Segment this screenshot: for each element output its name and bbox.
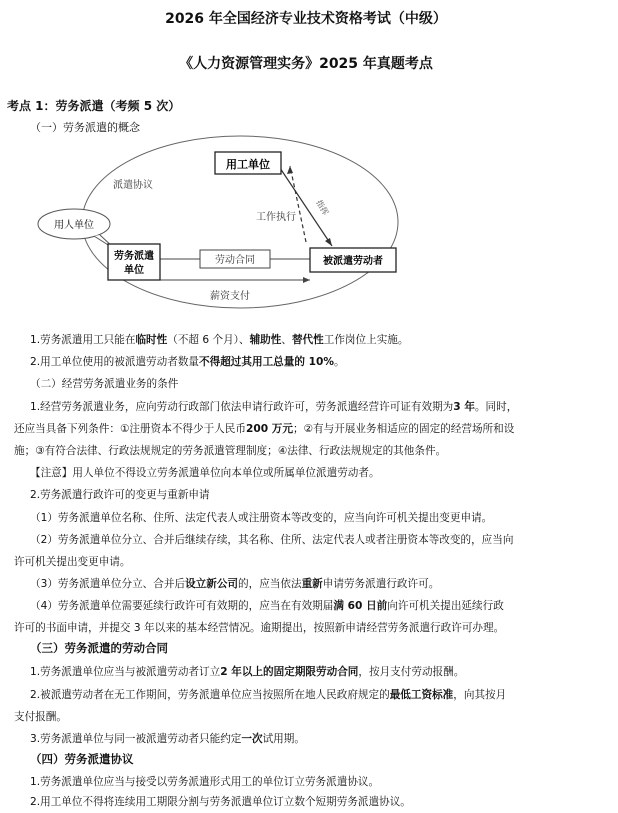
point-4-2-line1: （2）劳务派遣单位分立、合并后继续存续，其名称、住所、法定代表人或者注册资本等改变的，应当向 [30,534,514,546]
section-heading: 考点 1：劳务派遣（考频 5 次） [7,99,181,113]
point-4-3: （3）劳务派遣单位分立、合并后设立新公司的，应当依法重新申请劳务派遣行政许可。 [30,578,440,590]
point-6-line1: 2.被派遣劳动者在无工作期间，劳务派遣单位应当按照所在地人民政府规定的最低工资标准，向其按月 [30,689,507,701]
point-1: 1.劳务派遣用工只能在临时性（不超 6 个月）、辅助性、替代性工作岗位上实施。 [30,334,409,346]
contract-label: 劳动合同 [215,255,255,266]
point-8: 1.劳务派遣单位应当与接受以劳务派遣形式用工的单位订立劳务派遣协议。 [30,776,380,788]
point-6-line2: 支付报酬。 [14,711,67,723]
subsection-2: （二）经营劳务派遣业务的条件 [30,378,179,390]
doc-title: 2026 年全国经济专业技术资格考试（中级） [165,11,447,27]
command-label: 指挥 [314,198,331,217]
point-4-2-line2: 许可机关提出变更申请。 [14,556,131,568]
subsection-heading: （一）劳务派遣的概念 [30,121,140,134]
point-7: 3.劳务派遣单位与同一被派遣劳动者只能约定一次试用期。 [30,733,305,745]
point-4: 2.劳务派遣行政许可的变更与重新申请 [30,489,210,501]
agreement-label: 派遣协议 [113,180,153,191]
employer-label: 用工单位 [226,158,270,171]
point-5: 1.劳务派遣单位应当与被派遣劳动者订立2 年以上的固定期限劳动合同，按月支付劳动报酬。 [30,666,465,678]
worker-label: 被派遣劳动者 [323,256,383,267]
work-label: 工作执行 [256,212,296,223]
agency-label-1: 劳务派遣 [114,251,154,262]
dispatch-diagram [20,140,440,320]
bubble-label: 用人单位 [54,220,94,231]
point-3-line1: 1.经营劳务派遣业务，应向劳动行政部门依法申请行政许可，劳务派遣经营许可证有效期为3 年。同时， [30,401,518,413]
salary-label: 薪资支付 [210,291,250,302]
point-4-4-line1: （4）劳务派遣单位需要延续行政许可有效期的，应当在有效期届满 60 日前向许可机关提出延续行政 [30,600,504,612]
point-3-line2: 还应当具备下列条件：①注册资本不得少于人民币200 万元；②有与开展业务相适应的固定的经营场所和设 [14,423,515,435]
point-9: 2.用工单位不得将连续用工期限分割与劳务派遣单位订立数个短期劳务派遣协议。 [30,796,411,808]
point-4-1: （1）劳务派遣单位名称、住所、法定代表人或注册资本等改变的，应当向许可机关提出变更申请。 [30,512,493,524]
agency-label-2: 单位 [124,265,144,276]
note: 【注意】用人单位不得设立劳务派遣单位向本单位或所属单位派遣劳动者。 [30,467,380,479]
point-2: 2.用工单位使用的被派遣劳动者数量不得超过其用工总量的 10%。 [30,356,345,368]
subsection-3: （三）劳务派遣的劳动合同 [30,641,168,655]
point-3-line3: 施；③有符合法律、行政法规规定的劳务派遣管理制度；④法律、行政法规规定的其他条件。 [14,445,447,457]
subsection-4: （四）劳务派遣协议 [30,752,134,766]
point-4-4-line2: 许可的书面申请，并提交 3 年以来的基本经营情况。逾期提出，按照新申请经营劳务派遣行政许可办理。 [14,622,505,634]
doc-subtitle: 《人力资源管理实务》2025 年真题考点 [179,56,433,72]
